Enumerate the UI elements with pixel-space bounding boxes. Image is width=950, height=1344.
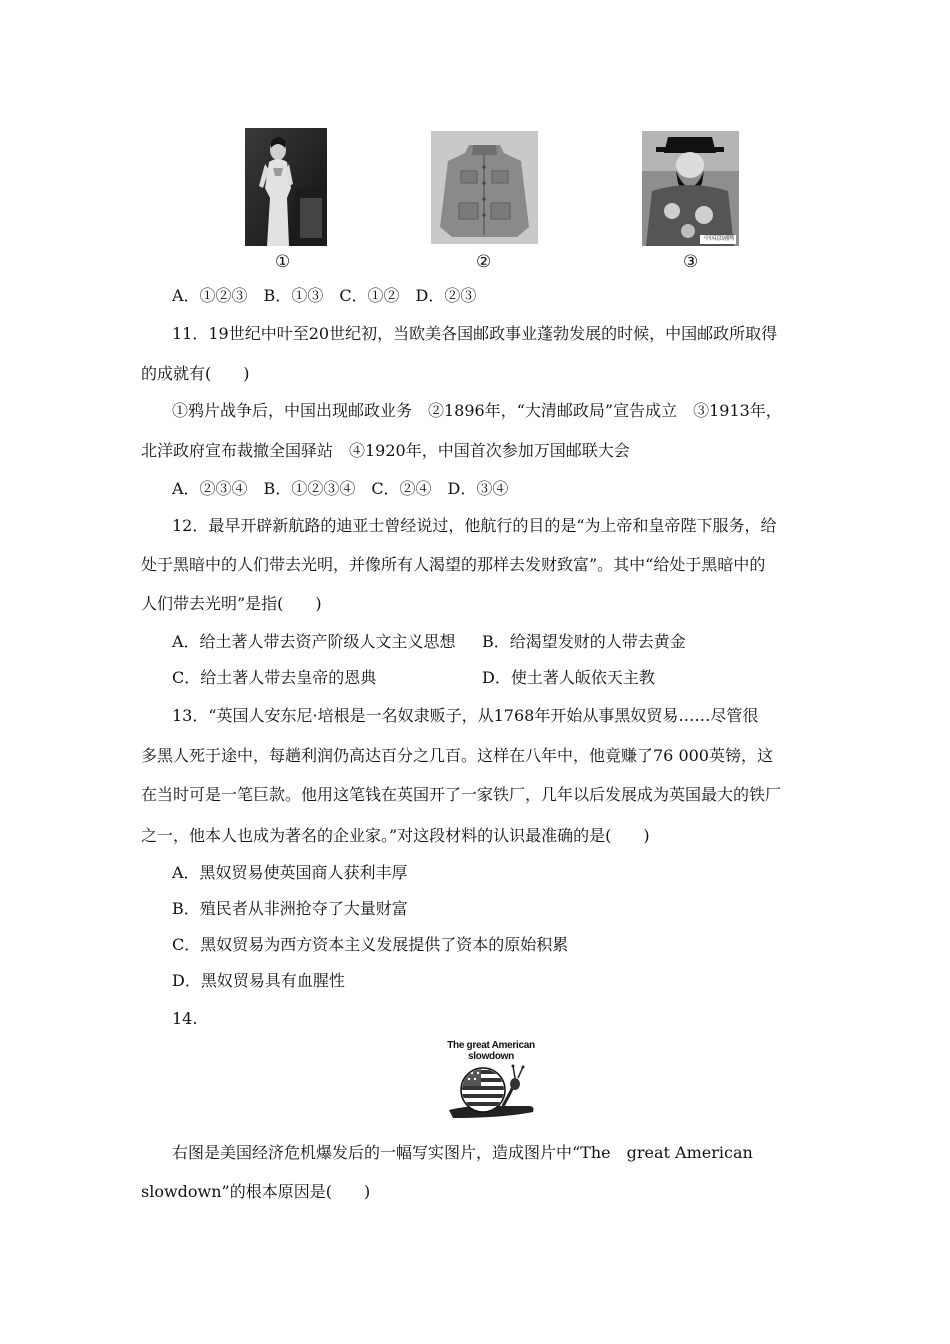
q11-stem-line-1: 11．19世纪中叶至20世纪初，当欧美各国邮政事业蓬勃发展的时候，中国邮政所取得 [172, 324, 778, 343]
q13-stem-line-4: 之一，他本人也成为著名的企业家。”对这段材料的认识最准确的是( ) [141, 826, 650, 845]
opera-photo-image [642, 131, 739, 246]
q11-items-line-1: ①鸦片战争后，中国出现邮政业务 ②1896年，“大清邮政局”宣告成立 ③1913年， [172, 401, 782, 420]
snail-cartoon-caption: The great American slowdown [447, 1040, 535, 1062]
figure-opera-photo [642, 131, 739, 246]
q12-stem-line-1: 12．最早开辟新航路的迪亚士曾经说过，他航行的目的是“为上帝和皇帝陛下服务，给 [172, 516, 777, 535]
qipao-photo-image [245, 128, 327, 246]
q13-option-a: A．黑奴贸易使英国商人获利丰厚 [172, 863, 408, 882]
q14-stem-line-1: 右图是美国经济危机爆发后的一幅写实图片，造成图片中“The great American [172, 1143, 753, 1162]
snail-flag-icon [443, 1062, 539, 1120]
q13-stem-line-3: 在当时可是一笔巨款。他用这笔钱在英国开了一家铁厂，几年以后发展成为英国最大的铁厂 [141, 785, 782, 804]
q12-option-a: A．给土著人带去资产阶级人文主义思想 [172, 632, 456, 651]
q12-stem-line-3: 人们带去光明”是指( ) [141, 594, 322, 613]
q12-option-b: B．给渴望发财的人带去黄金 [482, 632, 686, 651]
figure-jacket-photo [431, 131, 538, 244]
q11-stem-line-2: 的成就有( ) [141, 364, 250, 383]
q13-stem-line-1: 13．“英国人安东尼·培根是一名奴隶贩子，从1768年开始从事黑奴贸易……尽管很 [172, 706, 759, 725]
q11-options: A．②③④ B．①②③④ C．②④ D．③④ [172, 479, 509, 498]
q13-option-c: C．黑奴贸易为西方资本主义发展提供了资本的原始积累 [172, 935, 569, 954]
q13-option-b: B．殖民者从非洲抢夺了大量财富 [172, 899, 408, 918]
figure-qipao-photo [245, 128, 327, 246]
jacket-photo-image [431, 131, 538, 244]
q13-stem-line-2: 多黑人死于途中，每趟利润仍高达百分之几百。这样在八年中，他竟赚了76 000英镑，这 [141, 746, 773, 765]
q13-option-d: D．黑奴贸易具有血腥性 [172, 971, 345, 990]
q12-stem-line-2: 处于黑暗中的人们带去光明，并像所有人渴望的那样去发财致富”。其中“给处于黑暗中的 [141, 555, 766, 574]
q14-snail-cartoon [443, 1040, 539, 1120]
q10-options: A．①②③ B．①③ C．①② D．②③ [172, 286, 477, 305]
q12-option-c: C．给土著人带去皇帝的恩典 [172, 668, 377, 687]
q14-stem-line-2: slowdown”的根本原因是( ) [141, 1182, 371, 1201]
figure-1-label: ① [275, 252, 291, 272]
q12-option-d: D．使土著人皈依天主教 [482, 668, 655, 687]
opera-photo-watermark: 中国京剧网 [703, 235, 734, 242]
figure-2-label: ② [476, 252, 492, 272]
q14-number: 14. [172, 1009, 198, 1028]
figure-3-label: ③ [683, 252, 699, 272]
q11-items-line-2: 北洋政府宣布裁撤全国驿站 ④1920年，中国首次参加万国邮联大会 [141, 441, 630, 460]
